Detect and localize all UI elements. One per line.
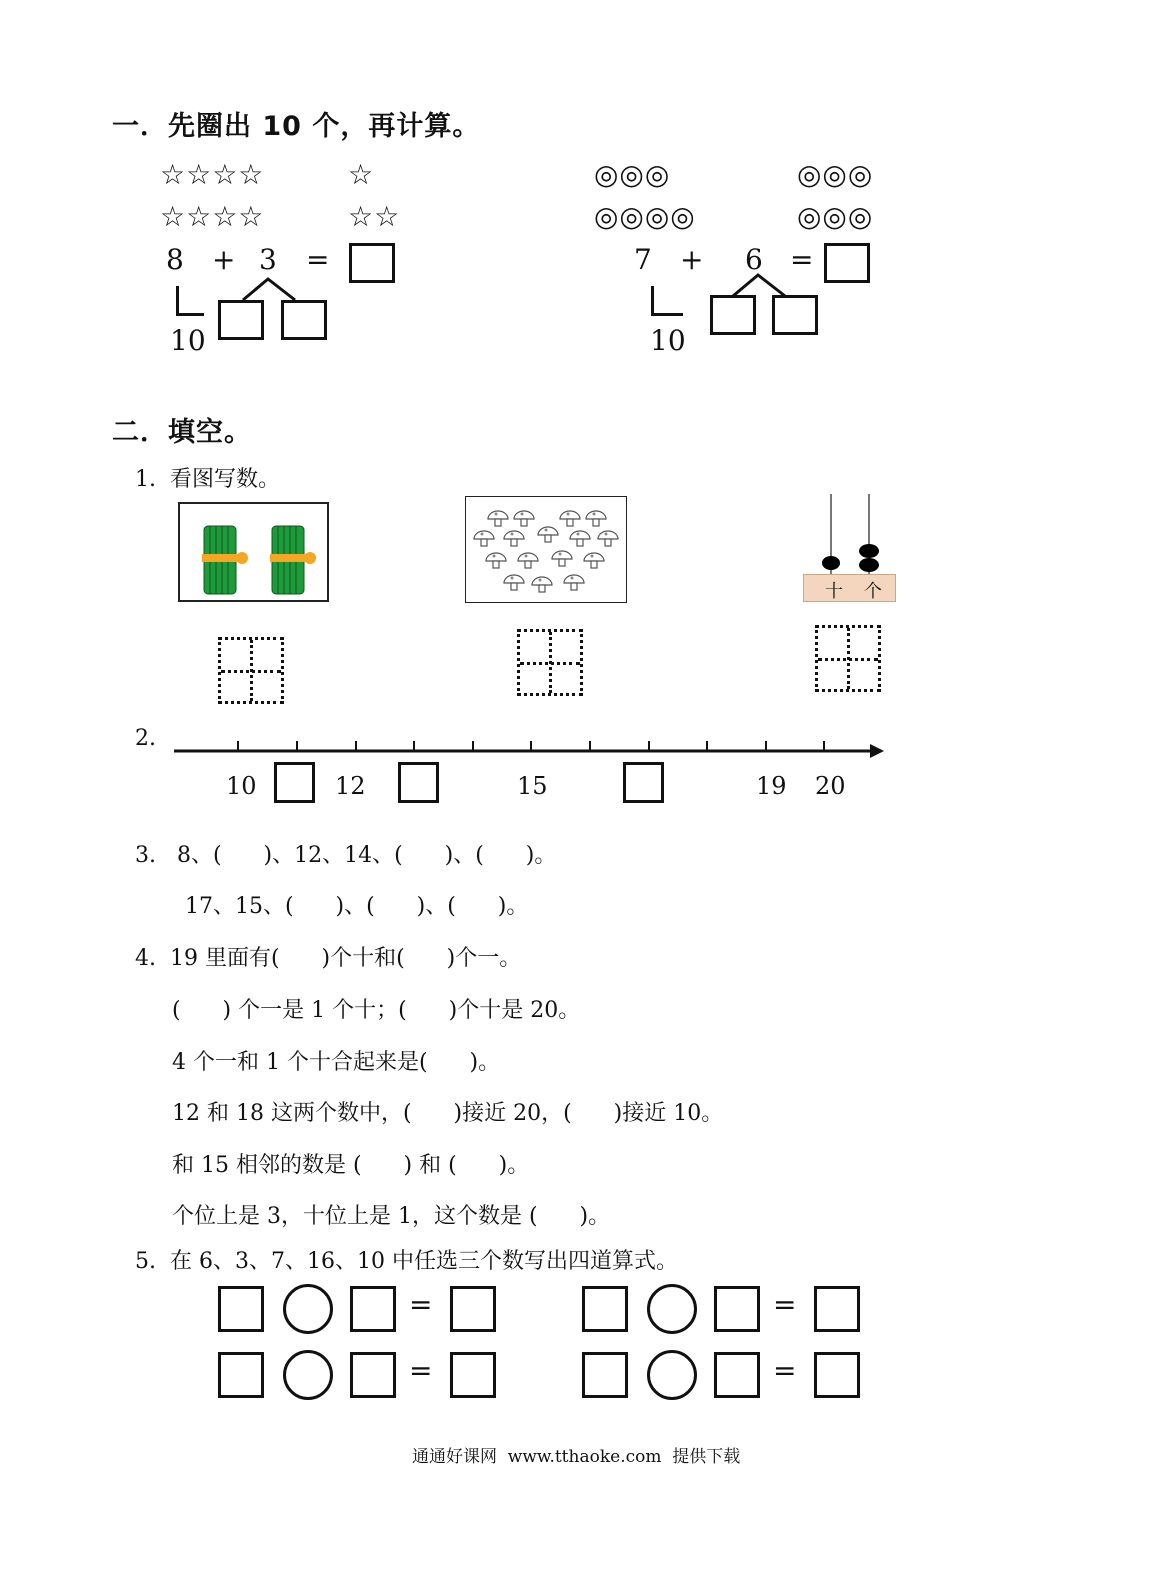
tick-label-10: 10 [226,772,257,800]
circle-row-2-b: ◎◎◎ [797,200,874,233]
left-split-box-2[interactable] [281,300,327,340]
right-addend-2: 6 [745,243,763,276]
q4-line-4: 12 和 18 这两个数中，( )接近 20，( )接近 10。 [172,1101,724,1126]
equation-2-box-b[interactable] [714,1286,760,1332]
equation-1-box-b[interactable] [350,1286,396,1332]
equation-4-operator-circle[interactable] [647,1350,697,1400]
abacus-tens-bead [822,556,840,570]
left-ten-label: 10 [170,324,206,357]
number-line-box-1[interactable] [274,762,315,803]
abacus-ones-bead-2 [859,558,879,572]
right-split-box-1[interactable] [710,295,756,335]
footer-text: 通通好课网 www.tthaoke.com 提供下载 [412,1447,741,1467]
left-addend-2: 3 [259,243,277,276]
right-equals-sign: = [790,243,814,276]
grid-divider [221,670,281,673]
equation-4-box-a[interactable] [582,1352,628,1398]
equation-3-box-a[interactable] [218,1352,264,1398]
equation-3-box-b[interactable] [350,1352,396,1398]
left-plus-sign: + [212,243,236,276]
equation-4-result-box[interactable] [814,1352,860,1398]
circle-row-1-a: ◎◎◎ [594,158,671,191]
q5-label: 5. 在 6、3、7、16、10 中任选三个数写出四道算式。 [135,1249,678,1274]
equation-4-box-b[interactable] [714,1352,760,1398]
equation-3-result-box[interactable] [450,1352,496,1398]
right-ten-label: 10 [650,324,686,357]
left-equals-sign: = [306,243,330,276]
mushrooms-icon [466,497,626,602]
q1-label: 1. 看图写数。 [135,467,280,492]
star-row-1-a: ☆☆☆☆ [160,158,265,191]
equation-2-equals: = [773,1288,797,1321]
abacus-ones-label: 个 [864,581,882,602]
q4-line-3: 4 个一和 1 个十合起来是( )。 [172,1050,501,1075]
answer-grid-sticks[interactable] [218,637,284,704]
equation-2-result-box[interactable] [814,1286,860,1332]
equation-3-equals: = [409,1354,433,1387]
q4-line-1: 4. 19 里面有( )个十和( )个一。 [135,946,522,971]
circle-row-1-b: ◎◎◎ [797,158,874,191]
right-plus-sign: + [680,243,704,276]
right-split-box-2[interactable] [772,295,818,335]
mushrooms-picture [465,496,627,603]
abacus-picture [800,492,898,604]
star-row-2-b: ☆☆ [348,200,401,233]
star-row-1-b: ☆ [348,158,375,191]
abacus-ones-bead-1 [859,544,879,558]
abacus-base [803,574,896,602]
right-answer-box[interactable] [824,243,870,283]
number-line-box-3[interactable] [623,762,664,803]
equation-1-box-a[interactable] [218,1286,264,1332]
left-split-box-1[interactable] [218,300,264,340]
left-split-branch [240,276,300,302]
q3-line-1: 3. 8、( )、12、14、( )、( )。 [135,843,557,868]
circle-row-2-a: ◎◎◎◎ [594,200,696,233]
tick-label-20: 20 [815,772,846,800]
number-line [170,735,890,765]
right-split-line [651,286,654,316]
stick-bundles-icon [180,504,327,600]
equation-2-box-a[interactable] [582,1286,628,1332]
left-split-line [176,286,179,316]
q2-label: 2. [135,726,156,751]
grid-divider [818,658,878,661]
star-row-2-a: ☆☆☆☆ [160,200,265,233]
section-1-title: 一．先圈出 10 个，再计算。 [112,111,481,142]
q4-line-6: 个位上是 3，十位上是 1，这个数是 ( )。 [172,1204,611,1229]
left-addend-1: 8 [166,243,184,276]
tick-label-15: 15 [517,772,548,800]
left-split-line-foot [176,313,204,316]
right-addend-1: 7 [634,243,652,276]
answer-grid-abacus[interactable] [815,625,881,692]
tick-label-12: 12 [335,772,366,800]
equation-1-result-box[interactable] [450,1286,496,1332]
right-split-line-foot [651,313,683,316]
q4-line-2: ( ) 个一是 1 个十；( )个十是 20。 [172,998,581,1023]
equation-3-operator-circle[interactable] [283,1350,333,1400]
number-line-box-2[interactable] [398,762,439,803]
left-answer-box[interactable] [349,243,395,283]
equation-4-equals: = [773,1354,797,1387]
q4-line-5: 和 15 相邻的数是 ( ) 和 ( )。 [172,1153,530,1178]
answer-grid-mushrooms[interactable] [517,629,583,696]
equation-1-equals: = [409,1288,433,1321]
equation-2-operator-circle[interactable] [647,1284,697,1334]
section-2-title: 二．填空。 [112,417,252,448]
q3-line-2: 17、15、( )、( )、( )。 [185,894,529,919]
tick-label-19: 19 [756,772,787,800]
equation-1-operator-circle[interactable] [283,1284,333,1334]
abacus-tens-label: 十 [825,581,843,602]
grid-divider [520,662,580,665]
stick-bundles-picture [178,502,329,602]
